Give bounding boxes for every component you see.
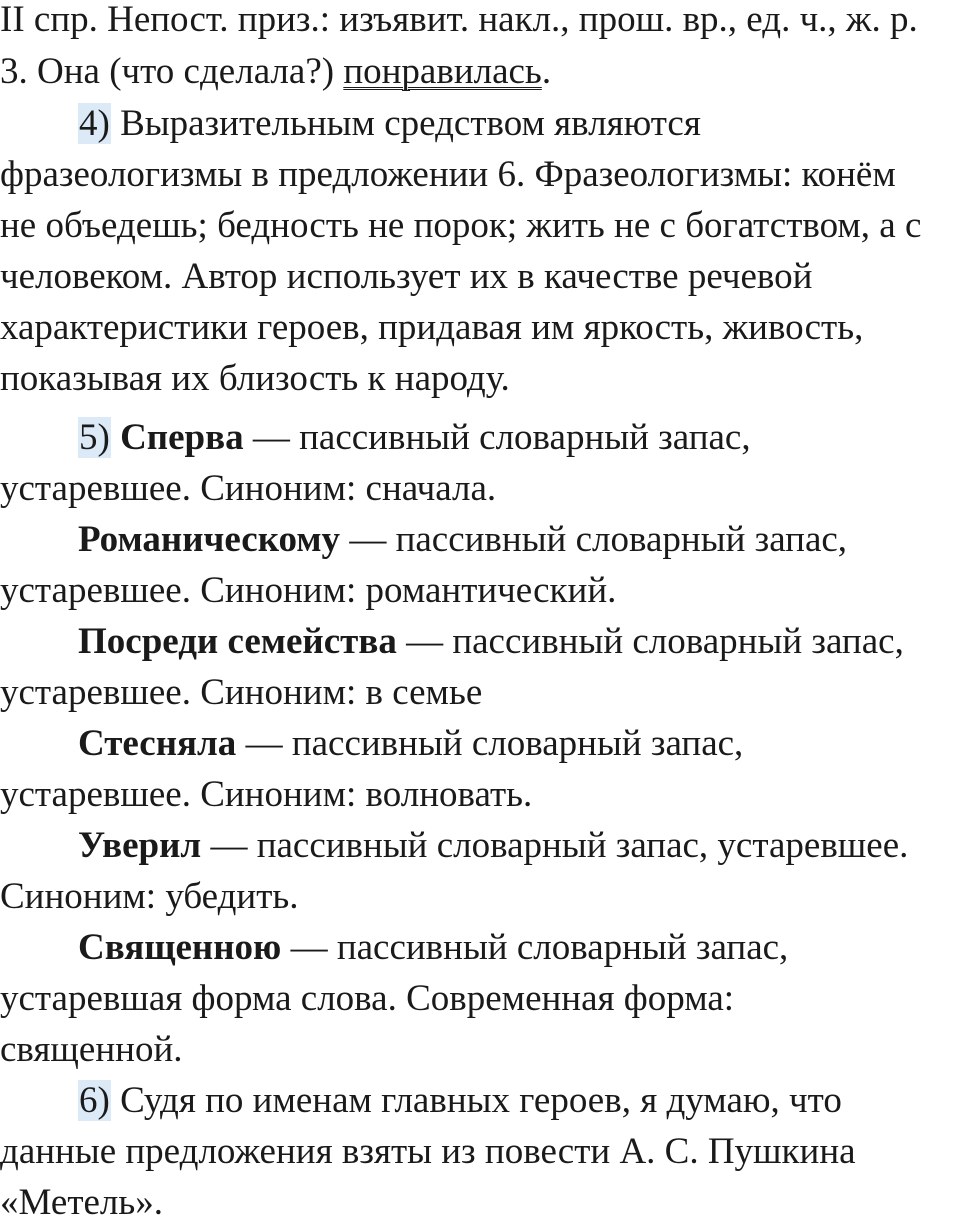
item-number-5: 5) — [79, 417, 110, 458]
text-line — [0, 204, 921, 248]
text-line — [0, 1028, 183, 1072]
term: Романическому — [78, 519, 341, 560]
paragraph-text: человеком. Автор использует их в качестве речевой — [0, 256, 813, 297]
definition-text: устаревшее. Синоним: волновать. — [0, 774, 533, 815]
definition-text: — пассивный словарный запас, — [243, 417, 751, 458]
glossary-entry — [78, 824, 908, 868]
glossary-entry — [78, 926, 788, 970]
morph-features-text: II спр. Непост. приз.: изъявит. накл., прош. вр., ед. ч., ж. р. — [0, 0, 918, 40]
term: Священною — [78, 927, 282, 968]
item-number-6: 6) — [79, 1080, 110, 1121]
text-line — [0, 1181, 163, 1225]
predicate-underlined: понравилась — [343, 51, 542, 92]
glossary-entry — [78, 722, 743, 766]
paragraph-text: фразеологизмы в предложении 6. Фразеологизмы: конём — [0, 154, 896, 195]
definition-text: устаревшее. Синоним: романтический. — [0, 570, 617, 611]
definition-text: — пассивный словарный запас, — [340, 519, 848, 560]
text-line — [0, 977, 734, 1021]
paragraph-text: «Метель». — [0, 1182, 164, 1223]
item-number-4: 4) — [79, 103, 110, 144]
definition-text: устаревшая форма слова. Современная форма: — [0, 978, 735, 1019]
paragraph-6-start — [78, 1079, 842, 1123]
text-line — [0, 671, 482, 715]
term: Стесняла — [78, 723, 237, 764]
paragraph-4-start — [78, 102, 701, 146]
paragraph-text: характеристики героев, придавая им яркость, живость, — [0, 307, 864, 348]
paragraph-5-start — [78, 416, 751, 460]
glossary-entry — [78, 620, 904, 664]
period: . — [541, 51, 552, 92]
definition-text: священной. — [0, 1029, 183, 1070]
text-line — [0, 0, 918, 42]
definition-text: — пассивный словарный запас, — [396, 621, 904, 662]
text-line — [0, 569, 616, 613]
definition-text: устаревшее. Синоним: сначала. — [0, 468, 497, 509]
term: Сперва — [120, 417, 244, 458]
paragraph-text: данные предложения взяты из повести А. С. Пушкина — [0, 1131, 856, 1172]
text-line — [0, 467, 496, 511]
paragraph-text: Судя по именам главных героев, я думаю, что — [110, 1080, 842, 1121]
definition-text: устаревшее. Синоним: в семье — [0, 672, 483, 713]
text-line — [0, 153, 896, 197]
text-line — [0, 50, 551, 94]
definition-text: — пассивный словарный запас, — [281, 927, 789, 968]
sentence-text: 3. Она (что сделала?) — [0, 51, 344, 92]
text-line — [0, 357, 510, 401]
paragraph-text: Выразительным средством являются — [110, 103, 701, 144]
definition-text: — пассивный словарный запас, — [236, 723, 744, 764]
definition-text: — пассивный словарный запас, устаревшее. — [201, 825, 909, 866]
definition-text: Синоним: убедить. — [0, 876, 299, 917]
text-line — [0, 773, 532, 817]
text-line — [0, 1130, 856, 1174]
paragraph-text: не объедешь; бедность не порок; жить не с богатством, а с — [0, 205, 922, 246]
text-line — [0, 875, 299, 919]
paragraph-text: показывая их близость к народу. — [0, 358, 510, 399]
term: Уверил — [78, 825, 202, 866]
term: Посреди семейства — [78, 621, 397, 662]
text-line — [0, 306, 863, 350]
glossary-entry — [78, 518, 847, 562]
text-line — [0, 255, 812, 299]
